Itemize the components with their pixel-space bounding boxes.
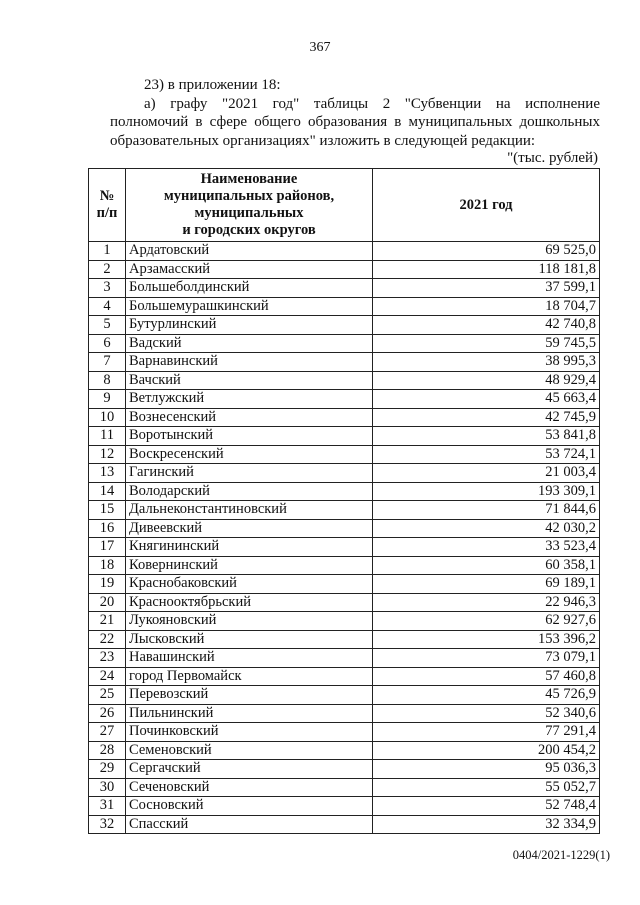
row-value: 200 454,2 — [373, 741, 600, 760]
row-district-name: Вачский — [126, 371, 373, 390]
table-row — [89, 260, 600, 279]
row-number: 13 — [89, 464, 126, 483]
row-number: 30 — [89, 778, 126, 797]
row-value: 153 396,2 — [373, 630, 600, 649]
header-number — [89, 169, 126, 242]
table-row — [89, 815, 600, 834]
header-name-line: и городских округов — [182, 222, 316, 238]
row-district-name: Володарский — [126, 482, 373, 501]
row-number: 2 — [89, 260, 126, 279]
row-number: 17 — [89, 538, 126, 557]
row-district-name: Краснооктябрьский — [126, 593, 373, 612]
row-value: 32 334,9 — [373, 815, 600, 834]
page-number: 367 — [309, 40, 331, 55]
row-district-name: Гагинский — [126, 464, 373, 483]
table-body — [89, 242, 600, 834]
row-number: 24 — [89, 667, 126, 686]
table-row — [89, 501, 600, 520]
table-row — [89, 723, 600, 742]
row-value: 42 030,2 — [373, 519, 600, 538]
row-number: 10 — [89, 408, 126, 427]
row-district-name: Ветлужский — [126, 390, 373, 409]
document-code: 0404/2021-1229(1) — [512, 848, 610, 862]
row-number: 31 — [89, 797, 126, 816]
row-number: 19 — [89, 575, 126, 594]
row-number: 5 — [89, 316, 126, 335]
row-number: 15 — [89, 501, 126, 520]
row-value: 48 929,4 — [373, 371, 600, 390]
row-district-name: Семеновский — [126, 741, 373, 760]
table-row — [89, 686, 600, 705]
table-row — [89, 464, 600, 483]
row-number: 21 — [89, 612, 126, 631]
row-district-name: Большеболдинский — [126, 279, 373, 298]
row-value: 118 181,8 — [373, 260, 600, 279]
row-value: 18 704,7 — [373, 297, 600, 316]
intro-line-1: 23) в приложении 18: — [144, 77, 281, 93]
row-district-name: Сергачский — [126, 760, 373, 779]
table-header-row — [89, 169, 600, 242]
table-row — [89, 390, 600, 409]
row-district-name: Лукояновский — [126, 612, 373, 631]
row-value: 69 525,0 — [373, 242, 600, 261]
row-district-name: Сеченовский — [126, 778, 373, 797]
row-number: 20 — [89, 593, 126, 612]
row-value: 55 052,7 — [373, 778, 600, 797]
row-district-name: Перевозский — [126, 686, 373, 705]
row-number: 16 — [89, 519, 126, 538]
table-row — [89, 297, 600, 316]
header-name — [126, 169, 373, 242]
table-row — [89, 667, 600, 686]
row-number: 14 — [89, 482, 126, 501]
row-value: 77 291,4 — [373, 723, 600, 742]
row-number: 28 — [89, 741, 126, 760]
row-district-name: Починковский — [126, 723, 373, 742]
row-number: 18 — [89, 556, 126, 575]
table-row — [89, 649, 600, 668]
table-row — [89, 371, 600, 390]
row-value: 37 599,1 — [373, 279, 600, 298]
intro-text — [110, 76, 600, 150]
row-value: 57 460,8 — [373, 667, 600, 686]
table-row — [89, 797, 600, 816]
row-value: 62 927,6 — [373, 612, 600, 631]
row-value: 52 340,6 — [373, 704, 600, 723]
table-row — [89, 778, 600, 797]
row-number: 9 — [89, 390, 126, 409]
row-number: 27 — [89, 723, 126, 742]
row-value: 38 995,3 — [373, 353, 600, 372]
row-district-name: Навашинский — [126, 649, 373, 668]
table-row — [89, 427, 600, 446]
row-value: 42 740,8 — [373, 316, 600, 335]
row-value: 53 724,1 — [373, 445, 600, 464]
table-row — [89, 445, 600, 464]
header-name-line: Наименование — [200, 171, 298, 187]
row-district-name: Варнавинский — [126, 353, 373, 372]
row-number: 4 — [89, 297, 126, 316]
row-value: 73 079,1 — [373, 649, 600, 668]
row-district-name: Пильнинский — [126, 704, 373, 723]
row-value: 60 358,1 — [373, 556, 600, 575]
table-row — [89, 575, 600, 594]
table-row — [89, 482, 600, 501]
intro-line-3: полномочий в сфере общего образования в муниципальных дошкольных — [110, 114, 600, 130]
table-row — [89, 334, 600, 353]
row-district-name: Бутурлинский — [126, 316, 373, 335]
subventions-table — [88, 168, 600, 834]
table-row — [89, 704, 600, 723]
row-number: 8 — [89, 371, 126, 390]
row-number: 7 — [89, 353, 126, 372]
table-row — [89, 519, 600, 538]
row-district-name: Дальнеконстантиновский — [126, 501, 373, 520]
row-district-name: Сосновский — [126, 797, 373, 816]
row-district-name: город Первомайск — [126, 667, 373, 686]
header-name-line: муниципальных районов, — [163, 188, 335, 204]
row-value: 59 745,5 — [373, 334, 600, 353]
row-district-name: Арзамасский — [126, 260, 373, 279]
row-value: 45 663,4 — [373, 390, 600, 409]
row-value: 95 036,3 — [373, 760, 600, 779]
table-row — [89, 316, 600, 335]
row-number: 32 — [89, 815, 126, 834]
row-number: 23 — [89, 649, 126, 668]
row-district-name: Вадский — [126, 334, 373, 353]
table-row — [89, 556, 600, 575]
row-number: 25 — [89, 686, 126, 705]
row-district-name: Княгининский — [126, 538, 373, 557]
intro-line-2: а) графу "2021 год" таблицы 2 "Субвенции на исполнение — [144, 95, 600, 112]
row-district-name: Спасский — [126, 815, 373, 834]
row-number: 1 — [89, 242, 126, 261]
unit-note: "(тыс. рублей) — [507, 150, 598, 166]
table-row — [89, 408, 600, 427]
row-district-name: Большемурашкинский — [126, 297, 373, 316]
row-value: 21 003,4 — [373, 464, 600, 483]
table-row — [89, 593, 600, 612]
row-district-name: Ковернинский — [126, 556, 373, 575]
table-row — [89, 630, 600, 649]
row-number: 12 — [89, 445, 126, 464]
row-value: 52 748,4 — [373, 797, 600, 816]
row-district-name: Дивеевский — [126, 519, 373, 538]
row-value: 45 726,9 — [373, 686, 600, 705]
row-value: 22 946,3 — [373, 593, 600, 612]
table-row — [89, 353, 600, 372]
row-value: 33 523,4 — [373, 538, 600, 557]
row-district-name: Лысковский — [126, 630, 373, 649]
table-row — [89, 279, 600, 298]
table-row — [89, 760, 600, 779]
intro-line-4: образовательных организациях" изложить в следующей редакции: — [110, 132, 536, 149]
header-name-line: муниципальных — [194, 205, 304, 221]
row-district-name: Вознесенский — [126, 408, 373, 427]
row-district-name: Воротынский — [126, 427, 373, 446]
header-year: 2021 год — [373, 169, 600, 242]
row-number: 6 — [89, 334, 126, 353]
row-district-name: Ардатовский — [126, 242, 373, 261]
row-number: 11 — [89, 427, 126, 446]
row-number: 22 — [89, 630, 126, 649]
table-row — [89, 538, 600, 557]
row-value: 69 189,1 — [373, 575, 600, 594]
table-row — [89, 612, 600, 631]
header-number-line: п/п — [96, 205, 118, 221]
row-district-name: Воскресенский — [126, 445, 373, 464]
row-value: 193 309,1 — [373, 482, 600, 501]
row-value: 71 844,6 — [373, 501, 600, 520]
header-number-line: № — [99, 188, 115, 204]
table-row — [89, 242, 600, 261]
row-number: 26 — [89, 704, 126, 723]
row-value: 42 745,9 — [373, 408, 600, 427]
row-number: 3 — [89, 279, 126, 298]
row-number: 29 — [89, 760, 126, 779]
row-value: 53 841,8 — [373, 427, 600, 446]
row-district-name: Краснобаковский — [126, 575, 373, 594]
table-row — [89, 741, 600, 760]
